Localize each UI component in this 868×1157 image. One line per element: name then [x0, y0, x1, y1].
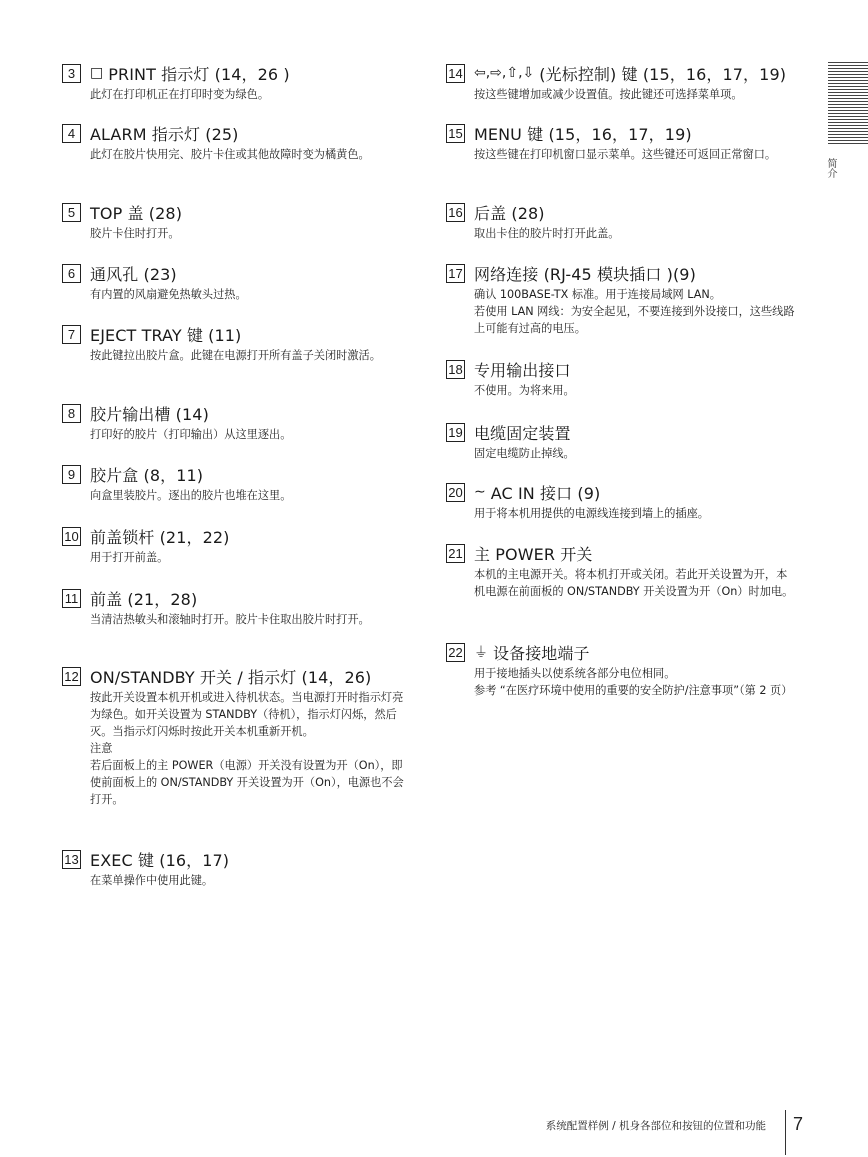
callout-heading — [62, 262, 412, 284]
callout-item — [62, 262, 412, 303]
description-paragraph: 胶片卡住时打开。 — [90, 227, 180, 240]
callout-item — [62, 463, 412, 504]
description-paragraph: 注意 — [90, 742, 113, 755]
description-paragraph: 按此开关设置本机开机或进入待机状态。当电源打开时指示灯亮为绿色。如开关设置为 STANDBY（待机），指示灯闪烁，然后灭。当指示灯闪烁时按此开关本机重新开机。 — [90, 691, 404, 738]
callout-heading — [446, 641, 796, 663]
callout-item — [446, 62, 796, 103]
description-paragraph: 打印好的胶片（打印输出）从这里逐出。 — [90, 428, 292, 441]
callout-item — [446, 122, 796, 163]
callout-item — [62, 201, 412, 242]
callout-number-box: 18 — [446, 360, 465, 379]
callout-heading — [62, 201, 412, 223]
callout-item — [62, 848, 412, 889]
callout-title: EXEC 键 (16，17) — [90, 850, 230, 870]
description-paragraph: 此灯在胶片快用完、胶片卡住或其他故障时变为橘黄色。 — [90, 148, 370, 161]
callout-item — [62, 402, 412, 443]
callout-item — [62, 323, 412, 364]
callout-item — [446, 421, 796, 462]
callout-title: 胶片盒 (8，11) — [90, 465, 204, 485]
callout-number-box: 6 — [62, 264, 81, 283]
callout-description — [90, 549, 412, 566]
callout-heading — [62, 463, 412, 485]
callout-heading — [62, 323, 412, 345]
callout-symbol-icon: ⏚ — [474, 645, 488, 661]
callout-item — [446, 358, 796, 399]
callout-number-box: 21 — [446, 544, 465, 563]
callout-description — [474, 86, 796, 103]
callout-heading — [446, 421, 796, 443]
description-paragraph: 本机的主电源开关。将本机打开或关闭。若此开关设置为开，本机电源在前面板的 ON/STANDBY 开关设置为开（On）时加电。 — [474, 568, 794, 598]
callout-number-box: 5 — [62, 203, 81, 222]
callout-title: ALARM 指示灯 (25) — [90, 124, 239, 144]
callout-title: 网络连接 (RJ-45 模块插口 )(9) — [474, 264, 696, 284]
callout-description — [90, 86, 412, 103]
callout-number-box: 22 — [446, 643, 465, 662]
callout-number-box: 13 — [62, 850, 81, 869]
callout-description — [90, 225, 412, 242]
callout-description — [474, 505, 796, 522]
callout-description — [90, 286, 412, 303]
callout-item — [62, 122, 412, 163]
callout-heading — [62, 665, 412, 687]
description-paragraph: 若后面板上的主 POWER（电源）开关没有设置为开（On），即使前面板上的 ON/STANDBY 开关设置为开（On），电源也不会打开。 — [90, 759, 404, 806]
description-paragraph: 此灯在打印机正在打印时变为绿色。 — [90, 88, 270, 101]
callout-title: 后盖 (28) — [474, 203, 545, 223]
callout-heading — [446, 542, 796, 564]
callout-number-box: 8 — [62, 404, 81, 423]
description-paragraph: 按这些键在打印机窗口显示菜单。这些键还可返回正常窗口。 — [474, 148, 777, 161]
callout-item — [62, 587, 412, 628]
callout-title: 前盖锁杆 (21，22) — [90, 527, 230, 547]
callout-description — [474, 665, 796, 699]
callout-number-box: 9 — [62, 465, 81, 484]
callout-heading — [62, 587, 412, 609]
description-paragraph: 用于打开前盖。 — [90, 551, 169, 564]
callout-description — [474, 225, 796, 242]
callout-description — [474, 382, 796, 399]
description-paragraph: 向盒里装胶片。逐出的胶片也堆在这里。 — [90, 489, 292, 502]
description-paragraph: 固定电缆防止掉线。 — [474, 447, 575, 460]
callout-title: 设备接地端子 — [493, 643, 590, 663]
callout-number-box: 11 — [62, 589, 81, 608]
callout-description — [474, 566, 796, 600]
description-paragraph: 有内置的风扇避免热敏头过热。 — [90, 288, 247, 301]
callout-number-box: 14 — [446, 64, 465, 83]
callout-title: 电缆固定装置 — [474, 423, 571, 443]
callout-item — [446, 641, 796, 699]
callout-symbol-icon: ⇦,⇨,⇧,⇩ — [474, 65, 535, 81]
callout-number-box: 15 — [446, 124, 465, 143]
callout-item — [446, 481, 796, 522]
section-tab-stripes — [828, 62, 868, 146]
callout-number-box: 4 — [62, 124, 81, 143]
section-side-label: 简介 — [825, 158, 836, 178]
callout-item — [62, 665, 412, 808]
description-paragraph: 用于将本机用提供的电源线连接到墙上的插座。 — [474, 507, 709, 520]
callout-title: 胶片输出槽 (14) — [90, 404, 209, 424]
callout-heading — [446, 262, 796, 284]
callout-title: MENU 键 (15，16，17，19) — [474, 124, 692, 144]
callout-title: AC IN 接口 (9) — [490, 483, 601, 503]
callout-title: (光标控制) 键 (15，16，17，19) — [539, 64, 787, 84]
description-paragraph: 当清洁热敏头和滚轴时打开。胶片卡住取出胶片时打开。 — [90, 613, 370, 626]
callout-description — [90, 487, 412, 504]
callout-description — [474, 146, 796, 163]
callout-heading — [446, 62, 796, 84]
callout-title: EJECT TRAY 键 (11) — [90, 325, 242, 345]
callout-title: 通风孔 (23) — [90, 264, 177, 284]
callout-symbol-icon: ∼ — [474, 484, 486, 500]
callout-heading — [446, 358, 796, 380]
callout-description — [90, 689, 412, 808]
callout-title: 主 POWER 开关 — [474, 544, 593, 564]
callout-symbol-icon: □ — [90, 65, 104, 81]
callout-heading — [62, 525, 412, 547]
callout-description — [90, 611, 412, 628]
callout-number-box: 10 — [62, 527, 81, 546]
callout-description — [474, 286, 796, 337]
callout-heading — [446, 201, 796, 223]
callout-heading — [62, 62, 412, 84]
description-paragraph: 按此键拉出胶片盒。此键在电源打开所有盖子关闭时激活。 — [90, 349, 381, 362]
callout-item — [62, 62, 412, 103]
footer-caption: 系统配置样例 / 机身各部位和按钮的位置和功能 — [545, 1120, 766, 1132]
callout-item — [62, 525, 412, 566]
description-paragraph: 按这些键增加或减少设置值。按此键还可选择菜单项。 — [474, 88, 743, 101]
footer-divider — [785, 1110, 786, 1155]
description-paragraph: 确认 100BASE-TX 标准。用于连接局域网 LAN。 — [474, 288, 721, 301]
callout-number-box: 17 — [446, 264, 465, 283]
callout-title: TOP 盖 (28) — [90, 203, 183, 223]
callout-description — [474, 445, 796, 462]
description-paragraph: 用于接地插头以使系统各部分电位相同。 — [474, 667, 676, 680]
callout-item — [446, 262, 796, 337]
callout-description — [90, 426, 412, 443]
callout-title: 前盖 (21，28) — [90, 589, 198, 609]
callout-item — [446, 542, 796, 600]
callout-heading — [62, 122, 412, 144]
callout-number-box: 16 — [446, 203, 465, 222]
callout-number-box: 20 — [446, 483, 465, 502]
description-paragraph: 在菜单操作中使用此键。 — [90, 874, 214, 887]
callout-description — [90, 872, 412, 889]
description-paragraph: 若使用 LAN 网线：为安全起见，不要连接到外设接口，这些线路上可能有过高的电压。 — [474, 305, 795, 335]
callout-heading — [62, 402, 412, 424]
callout-description — [90, 146, 412, 163]
description-paragraph: 参考 “在医疗环境中使用的重要的安全防护/注意事项”（第 2 页） — [474, 684, 793, 697]
callout-title: PRINT 指示灯 (14，26 ) — [108, 64, 290, 84]
description-paragraph: 不使用。为将来用。 — [474, 384, 575, 397]
callout-title: 专用输出接口 — [474, 360, 571, 380]
callout-description — [90, 347, 412, 364]
callout-number-box: 19 — [446, 423, 465, 442]
callout-heading — [62, 848, 412, 870]
callout-number-box: 7 — [62, 325, 81, 344]
description-paragraph: 取出卡住的胶片时打开此盖。 — [474, 227, 620, 240]
callout-heading — [446, 481, 796, 503]
callout-number-box: 12 — [62, 667, 81, 686]
callout-heading — [446, 122, 796, 144]
page-number: 7 — [793, 1114, 804, 1134]
callout-title: ON/STANDBY 开关 / 指示灯 (14，26) — [90, 667, 372, 687]
callout-item — [446, 201, 796, 242]
callout-number-box: 3 — [62, 64, 81, 83]
